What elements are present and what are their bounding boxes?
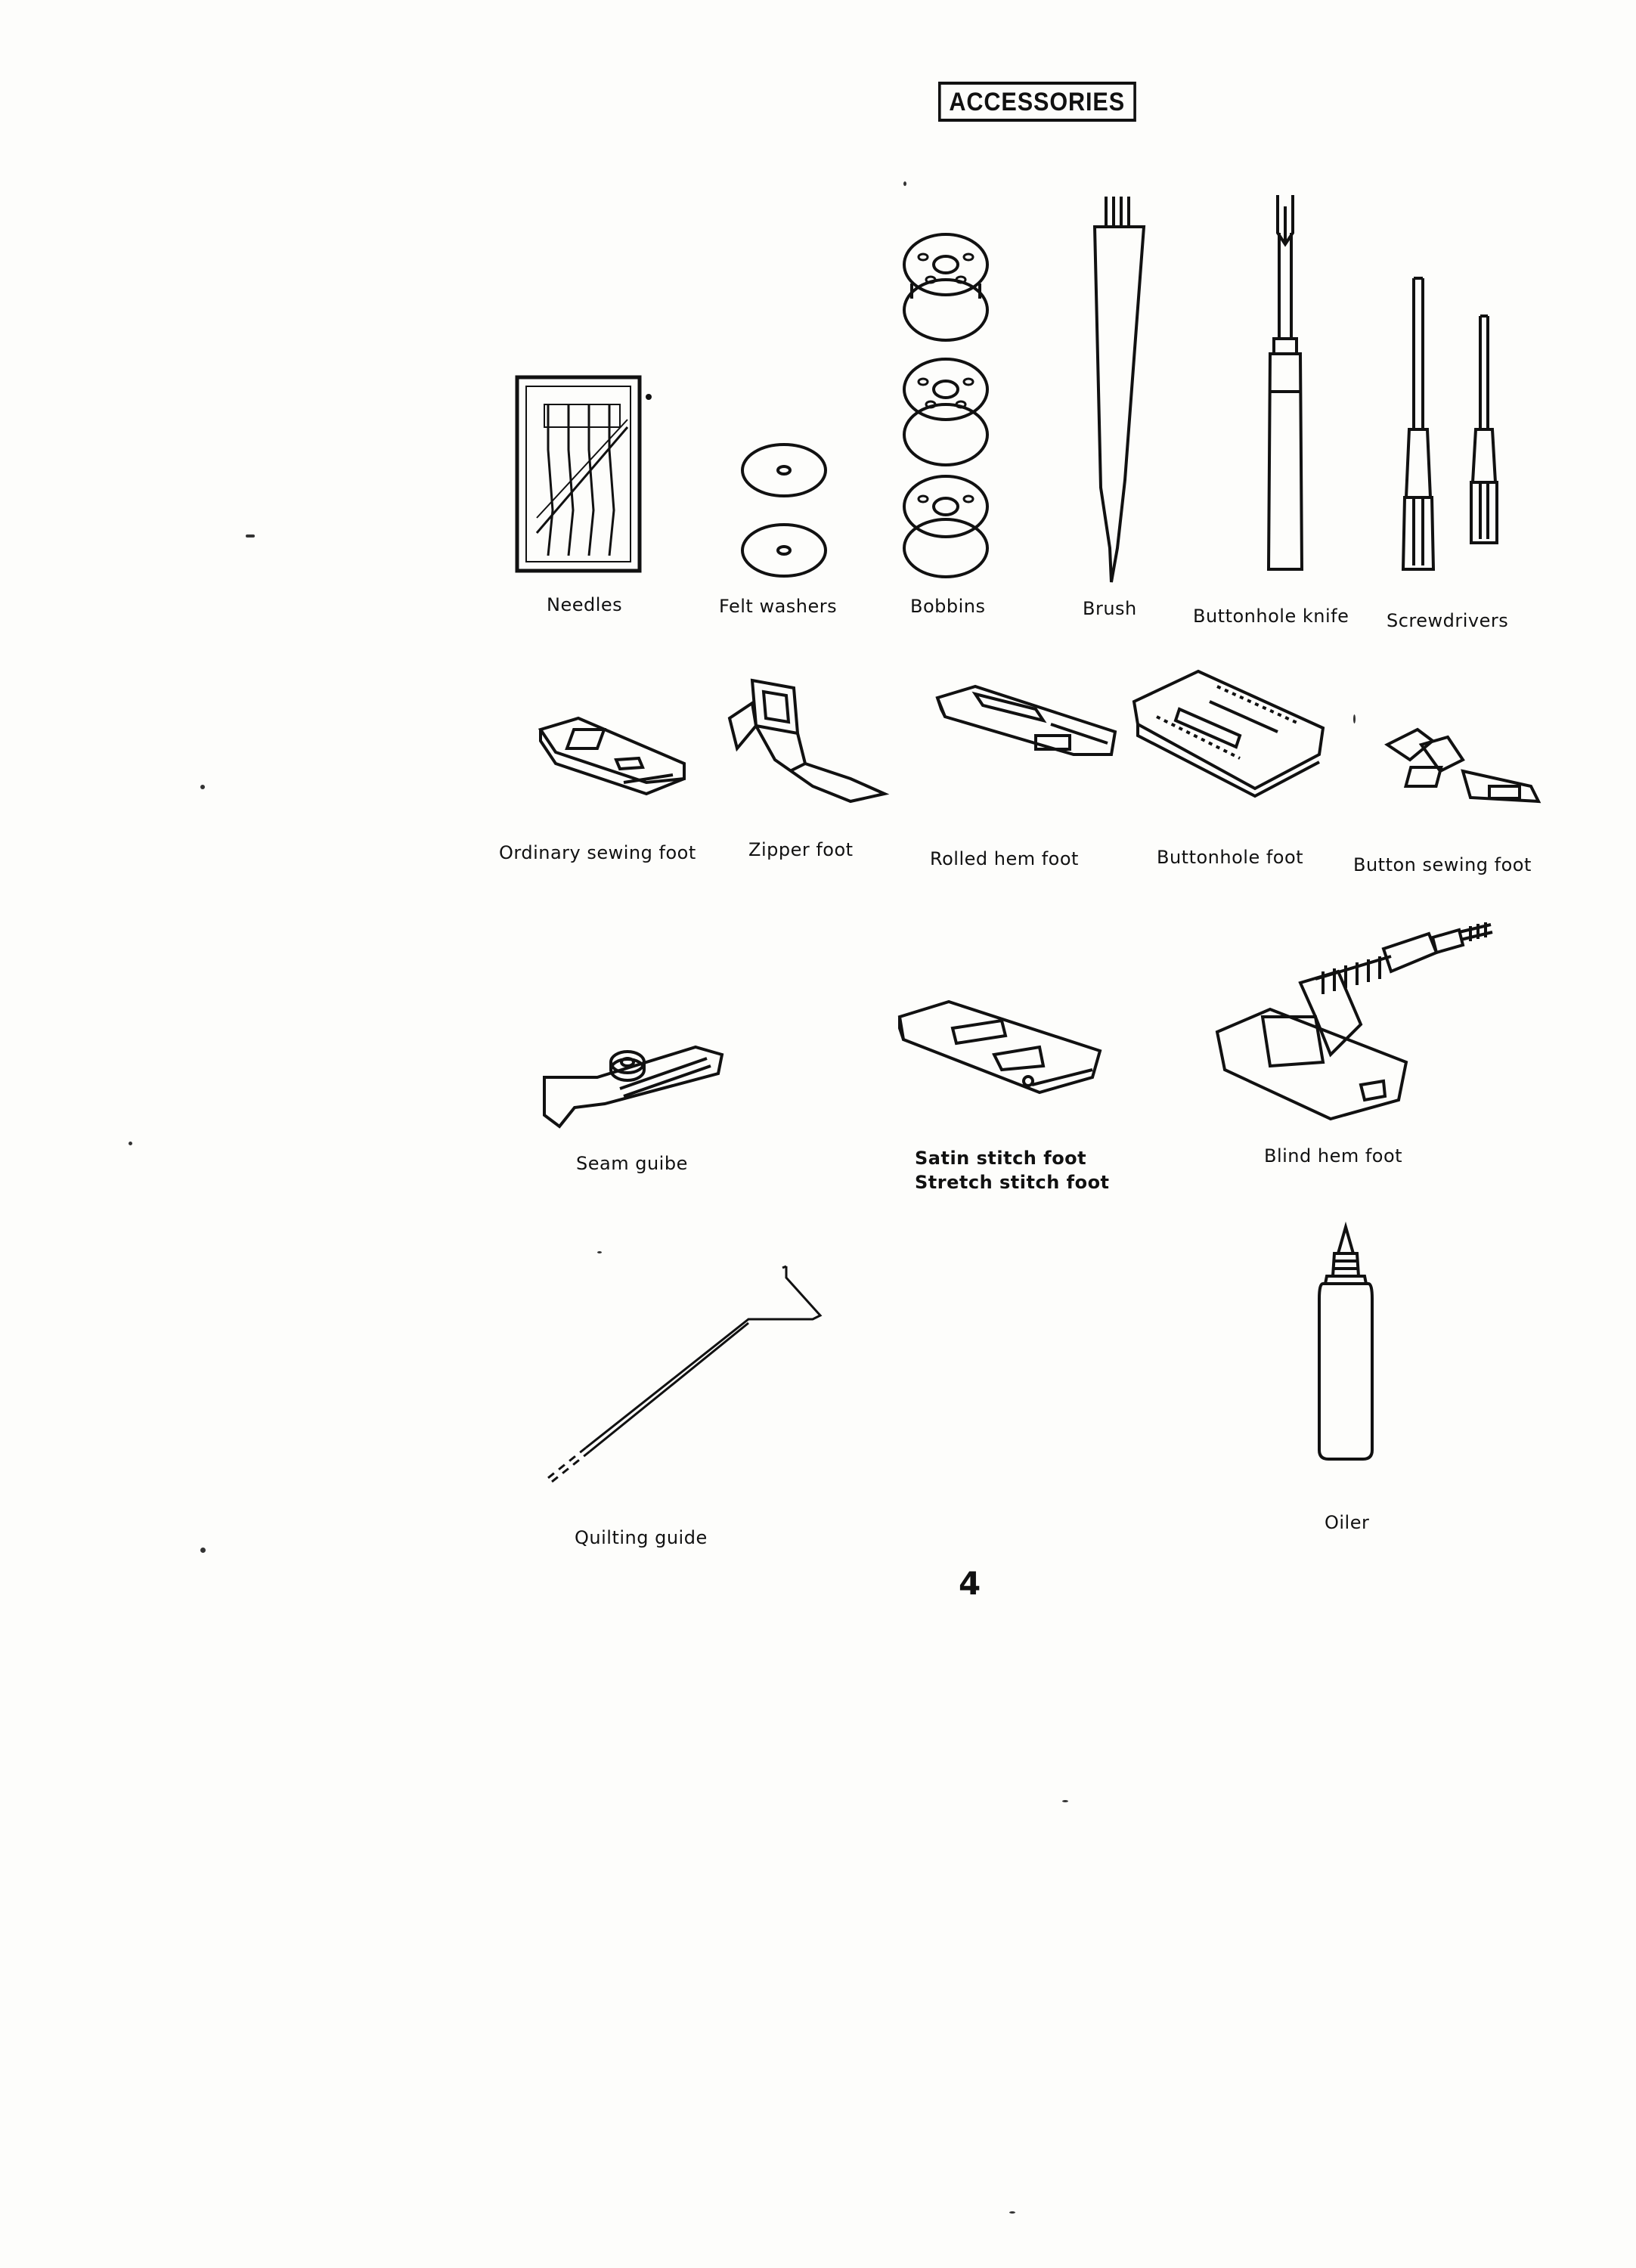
satin-stitch-foot-illustration	[888, 994, 1108, 1100]
quilting-guide-label: Quilting guide	[575, 1527, 708, 1548]
satin-stitch-foot-label: Satin stitch foot	[915, 1148, 1087, 1169]
buttonhole-foot-illustration	[1126, 664, 1331, 796]
page-number: 4	[959, 1565, 981, 1602]
scan-speck	[200, 785, 205, 789]
rolled-hem-foot-illustration	[930, 679, 1123, 770]
scan-speck	[597, 1251, 602, 1253]
needles-label: Needles	[547, 594, 623, 615]
buttonhole-foot-label: Buttonhole foot	[1157, 847, 1304, 868]
screwdrivers-illustration	[1383, 271, 1520, 573]
blind-hem-foot-illustration	[1210, 911, 1497, 1123]
seam-guide-illustration	[529, 1032, 730, 1134]
rolled-hem-foot-label: Rolled hem foot	[930, 848, 1079, 869]
buttonhole-knife-illustration	[1255, 187, 1315, 581]
blind-hem-foot-label: Blind hem foot	[1264, 1145, 1403, 1167]
scan-speck	[1009, 2211, 1015, 2214]
scan-speck	[246, 534, 255, 538]
needles-illustration	[514, 374, 650, 578]
stretch-stitch-foot-label: Stretch stitch foot	[915, 1172, 1110, 1193]
quilting-guide-illustration	[541, 1259, 828, 1486]
felt-washers-illustration	[737, 440, 835, 584]
seam-guide-label: Seam guibe	[576, 1153, 688, 1174]
bobbins-label: Bobbins	[910, 596, 986, 617]
scan-speck	[903, 181, 906, 186]
felt-washers-label: Felt washers	[719, 596, 838, 617]
scan-speck	[1062, 1800, 1068, 1802]
brush-illustration	[1072, 193, 1155, 586]
ordinary-sewing-foot-illustration	[533, 707, 692, 805]
scan-speck	[129, 1142, 132, 1145]
scan-speck	[200, 1548, 206, 1553]
bobbins-illustration	[897, 227, 995, 575]
zipper-foot-illustration	[722, 673, 892, 809]
oiler-illustration	[1312, 1223, 1380, 1465]
screwdrivers-label: Screwdrivers	[1387, 610, 1509, 631]
button-sewing-foot-label: Button sewing foot	[1353, 854, 1532, 875]
zipper-foot-label: Zipper foot	[748, 839, 854, 860]
page-title: ACCESSORIES	[938, 82, 1136, 122]
buttonhole-knife-label: Buttonhole knife	[1193, 606, 1349, 627]
scan-speck	[1353, 714, 1356, 723]
button-sewing-foot-illustration	[1380, 714, 1546, 813]
oiler-label: Oiler	[1325, 1512, 1370, 1533]
brush-label: Brush	[1083, 598, 1137, 619]
ordinary-sewing-foot-label: Ordinary sewing foot	[499, 842, 696, 863]
